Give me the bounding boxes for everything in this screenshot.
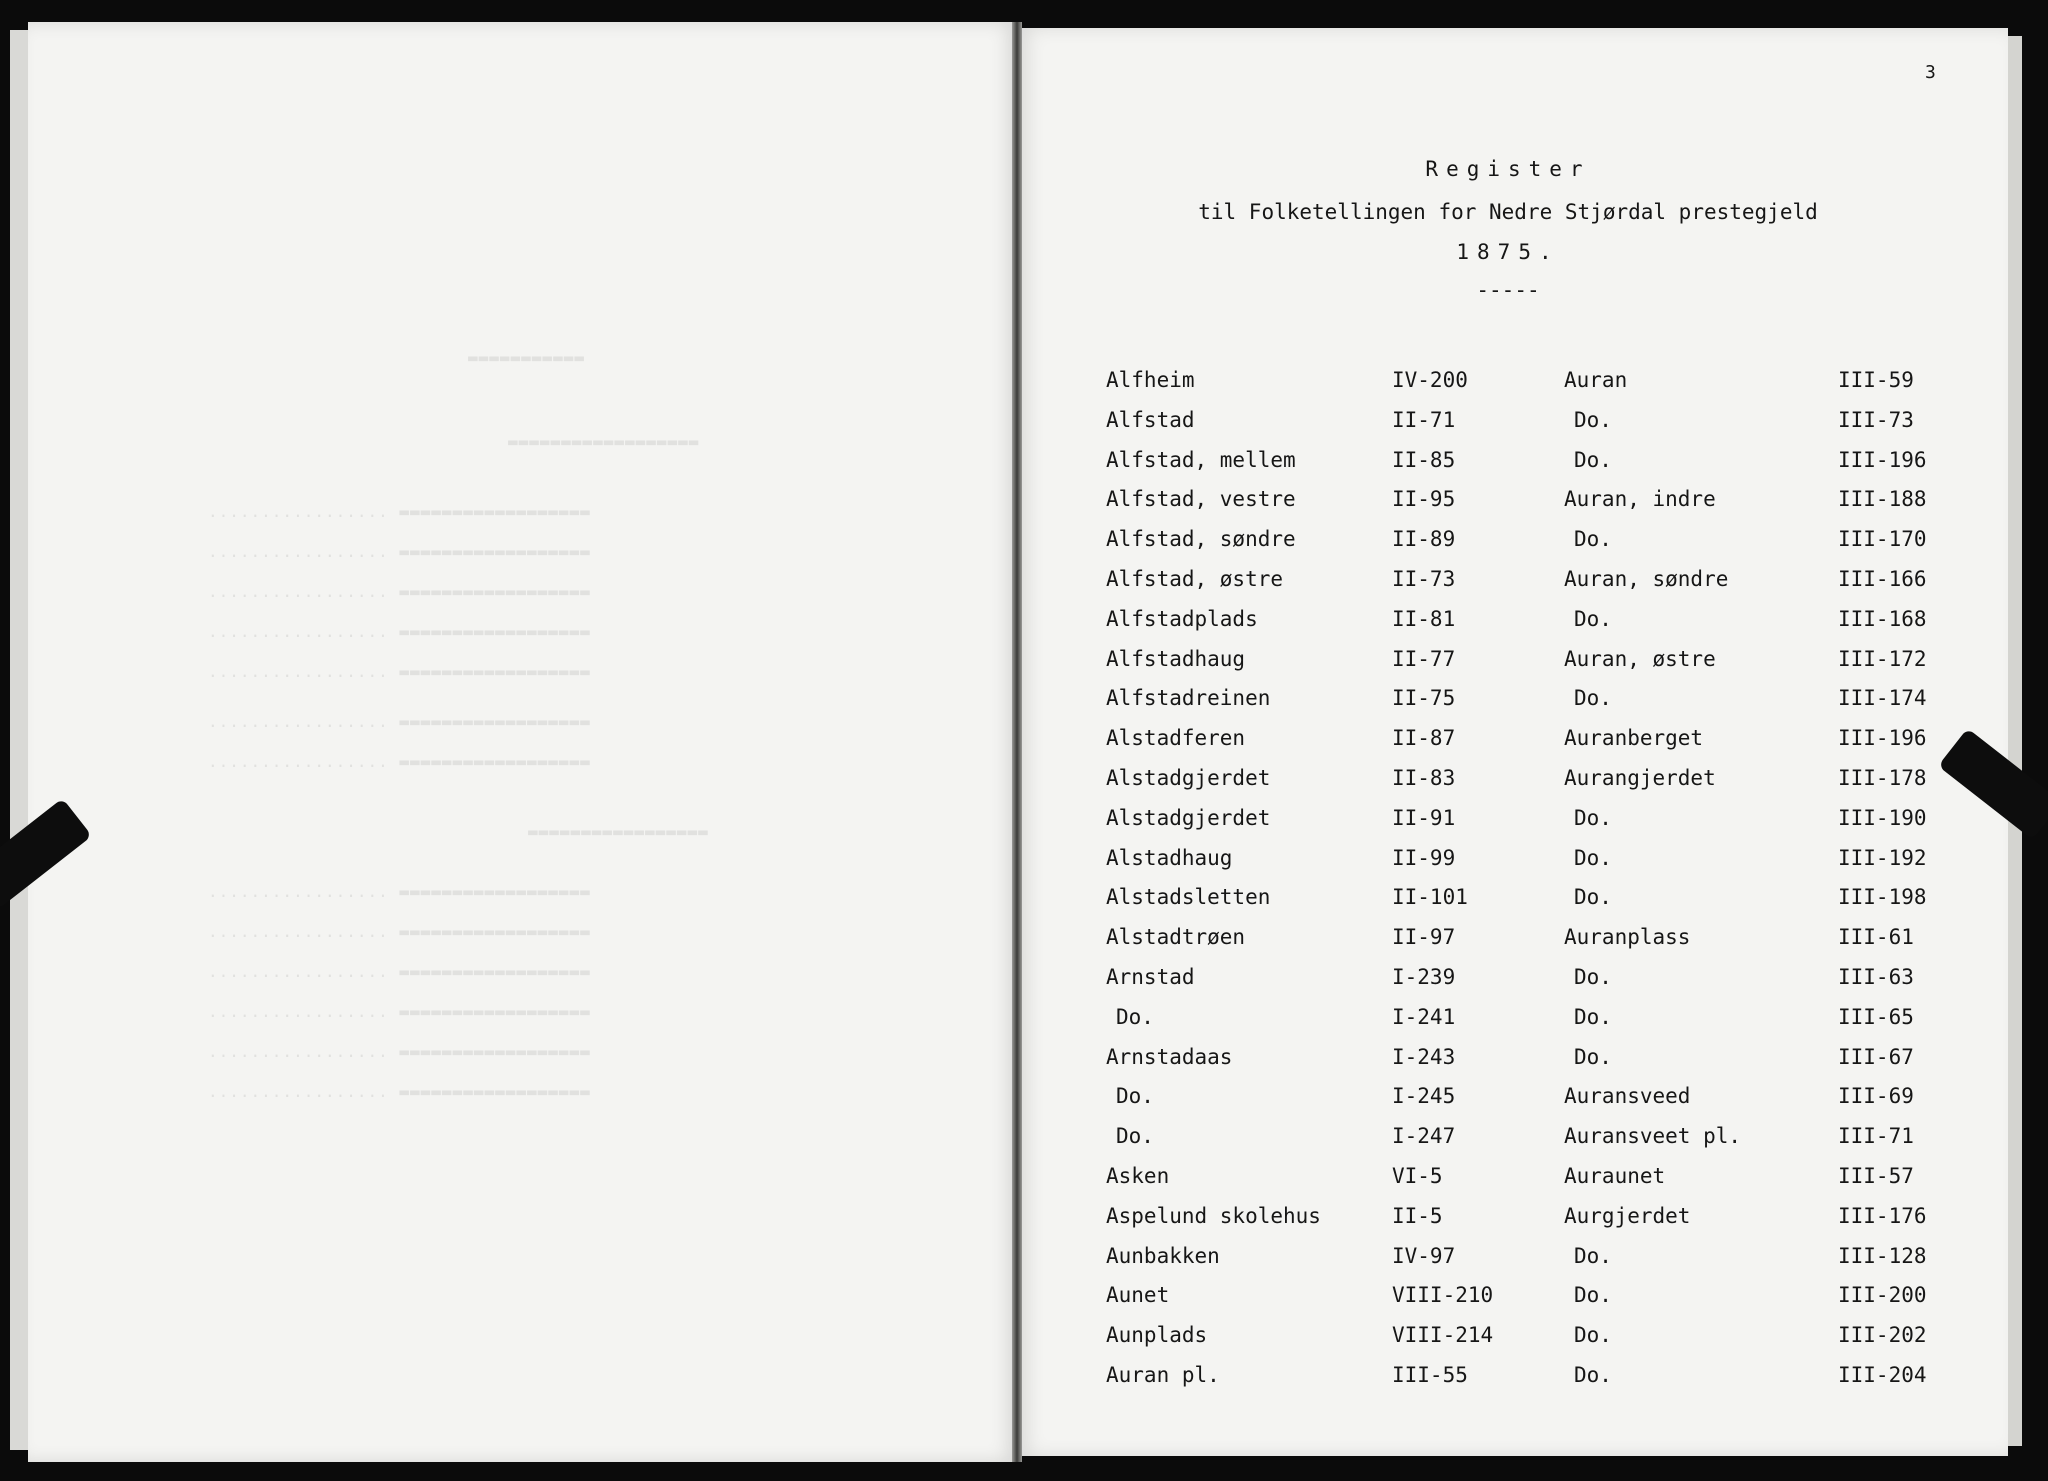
place-name: Alfstad, østre [1106, 566, 1284, 591]
bleed-through-text: ................. ▬▬▬▬▬▬▬▬▬▬▬▬▬▬▬▬▬▬ [208, 1082, 591, 1101]
index-entry [1564, 1156, 1964, 1196]
index-entry [1564, 917, 1964, 957]
index-entry [1106, 758, 1506, 798]
place-name: Alfstad, mellem [1106, 447, 1296, 472]
volume-page-reference: III-196 [1838, 726, 1927, 751]
place-name: Alfstad, søndre [1106, 527, 1296, 552]
bleed-through-text: ................. ▬▬▬▬▬▬▬▬▬▬▬▬▬▬▬▬▬▬ [208, 542, 591, 561]
index-entry [1564, 519, 1964, 559]
index-entry [1564, 479, 1964, 519]
index-entry [1106, 798, 1506, 838]
index-entry [1564, 1037, 1964, 1077]
place-name: Auran [1564, 368, 1628, 392]
place-name: Do. [1574, 805, 1612, 830]
volume-page-reference: III-170 [1838, 527, 1927, 552]
index-entry [1106, 599, 1506, 639]
volume-page-reference: III-67 [1838, 1044, 1914, 1069]
index-entry [1106, 1116, 1506, 1156]
index-entry [1106, 838, 1506, 878]
place-name: Auranplass [1564, 925, 1691, 950]
volume-page-reference: III-73 [1838, 407, 1914, 432]
volume-page-reference: IV-97 [1392, 1243, 1456, 1268]
volume-page-reference: II-73 [1392, 566, 1456, 591]
volume-page-reference: III-192 [1838, 845, 1927, 870]
index-entry [1106, 1355, 1506, 1395]
index-entry [1564, 1236, 1964, 1276]
index-column-2 [1564, 360, 1964, 1395]
place-name: Do. [1574, 1044, 1612, 1069]
place-name: Do. [1574, 1004, 1612, 1029]
index-entry [1106, 718, 1506, 758]
place-name: Alstadsletten [1106, 885, 1271, 910]
place-name: Aurangjerdet [1564, 765, 1716, 790]
volume-page-reference: III-174 [1838, 686, 1927, 711]
place-name: Auransveet pl. [1564, 1124, 1742, 1149]
index-entry [1106, 1156, 1506, 1196]
volume-page-reference: III-172 [1838, 646, 1927, 671]
volume-page-reference: III-61 [1838, 925, 1914, 950]
index-entry [1564, 877, 1964, 917]
place-name: Alfstadplads [1106, 606, 1258, 631]
place-name: Do. [1574, 527, 1612, 552]
index-entry [1564, 1116, 1964, 1156]
volume-page-reference: VIII-210 [1392, 1283, 1494, 1308]
book-gutter [1012, 22, 1022, 1462]
place-name: Do. [1574, 606, 1612, 631]
volume-page-reference: VI-5 [1392, 1163, 1443, 1188]
place-name: Auransveed [1564, 1084, 1691, 1109]
volume-page-reference: IV-200 [1392, 368, 1468, 392]
place-name: Auranberget [1564, 726, 1704, 751]
volume-page-reference: III-204 [1838, 1362, 1927, 1387]
volume-page-reference: III-128 [1838, 1243, 1927, 1268]
bleed-through-text: ▬▬▬▬▬▬▬▬▬▬▬▬▬▬▬▬▬ [528, 822, 709, 841]
bleed-through-text: ................. ▬▬▬▬▬▬▬▬▬▬▬▬▬▬▬▬▬▬ [208, 882, 591, 901]
page-number: 3 [1925, 62, 1936, 83]
place-name: Do. [1574, 1243, 1612, 1268]
volume-page-reference: II-91 [1392, 805, 1456, 830]
index-entry [1564, 639, 1964, 679]
index-entry [1564, 599, 1964, 639]
volume-page-reference: III-188 [1838, 487, 1927, 512]
volume-page-reference: III-69 [1838, 1084, 1914, 1109]
place-name: Auraunet [1564, 1163, 1666, 1188]
place-name: Auran, søndre [1564, 566, 1729, 591]
index-entry [1564, 1315, 1964, 1355]
volume-page-reference: III-55 [1392, 1362, 1468, 1387]
index-entry [1106, 1275, 1506, 1315]
left-page-blank [28, 22, 1018, 1462]
volume-page-reference: VIII-214 [1392, 1323, 1494, 1348]
place-name: Aunet [1106, 1283, 1170, 1308]
index-entry [1106, 479, 1506, 519]
volume-page-reference: III-71 [1838, 1124, 1914, 1149]
place-name: Alstadgjerdet [1106, 805, 1271, 830]
index-entry [1564, 957, 1964, 997]
index-entry [1106, 440, 1506, 480]
place-name: Auran pl. [1106, 1362, 1220, 1387]
volume-page-reference: III-65 [1838, 1004, 1914, 1029]
index-entry [1106, 917, 1506, 957]
volume-page-reference: III-202 [1838, 1323, 1927, 1348]
place-name: Alfstadreinen [1106, 686, 1271, 711]
register-year: 1875. [1456, 240, 1560, 264]
index-entry [1564, 1196, 1964, 1236]
volume-page-reference: III-178 [1838, 765, 1927, 790]
volume-page-reference: III-166 [1838, 566, 1927, 591]
volume-page-reference: II-77 [1392, 646, 1456, 671]
index-entry [1106, 360, 1506, 400]
volume-page-reference: II-95 [1392, 487, 1456, 512]
bleed-through-text: ................. ▬▬▬▬▬▬▬▬▬▬▬▬▬▬▬▬▬▬ [208, 922, 591, 941]
place-name: Aurgjerdet [1564, 1203, 1691, 1228]
place-name: Do. [1574, 845, 1612, 870]
volume-page-reference: III-198 [1838, 885, 1927, 910]
volume-page-reference: II-71 [1392, 407, 1456, 432]
volume-page-reference: I-239 [1392, 964, 1456, 989]
index-entry [1564, 440, 1964, 480]
volume-page-reference: III-200 [1838, 1283, 1927, 1308]
place-name: Do. [1574, 1362, 1612, 1387]
bleed-through-text: ................. ▬▬▬▬▬▬▬▬▬▬▬▬▬▬▬▬▬▬ [208, 752, 591, 771]
bleed-through-text: ................. ▬▬▬▬▬▬▬▬▬▬▬▬▬▬▬▬▬▬ [208, 1002, 591, 1021]
bleed-through-text: ................. ▬▬▬▬▬▬▬▬▬▬▬▬▬▬▬▬▬▬ [208, 502, 591, 521]
place-name: Arnstad [1106, 964, 1195, 989]
index-entry [1564, 997, 1964, 1037]
index-entry [1564, 1355, 1964, 1395]
volume-page-reference: II-97 [1392, 925, 1456, 950]
index-entry [1564, 1076, 1964, 1116]
index-entry [1564, 718, 1964, 758]
place-name: Do. [1116, 1004, 1154, 1029]
place-name: Do. [1574, 1323, 1612, 1348]
place-name: Do. [1116, 1084, 1154, 1109]
place-name: Auran, indre [1564, 487, 1716, 512]
index-entry [1564, 758, 1964, 798]
index-entry [1106, 678, 1506, 718]
bleed-through-text: ................. ▬▬▬▬▬▬▬▬▬▬▬▬▬▬▬▬▬▬ [208, 622, 591, 641]
bleed-through-text: ▬▬▬▬▬▬▬▬▬▬▬ [468, 348, 585, 367]
place-name: Aspelund skolehus [1106, 1203, 1321, 1228]
volume-page-reference: II-85 [1392, 447, 1456, 472]
volume-page-reference: II-75 [1392, 686, 1456, 711]
index-entry [1106, 400, 1506, 440]
volume-page-reference: I-243 [1392, 1044, 1456, 1069]
bleed-through-text: ................. ▬▬▬▬▬▬▬▬▬▬▬▬▬▬▬▬▬▬ [208, 582, 591, 601]
volume-page-reference: II-83 [1392, 765, 1456, 790]
volume-page-reference: III-176 [1838, 1203, 1927, 1228]
place-name: Alstadtrøen [1106, 925, 1246, 950]
place-name: Alstadferen [1106, 726, 1246, 751]
index-entry [1106, 639, 1506, 679]
index-entry [1564, 400, 1964, 440]
volume-page-reference: III-196 [1838, 447, 1927, 472]
heading-rule: ----- [1476, 278, 1540, 302]
left-page-edge [10, 30, 28, 1450]
place-name: Arnstadaas [1106, 1044, 1233, 1069]
index-entry [1106, 877, 1506, 917]
place-name: Do. [1574, 407, 1612, 432]
place-name: Auran, østre [1564, 646, 1716, 671]
bleed-through-text: ................. ▬▬▬▬▬▬▬▬▬▬▬▬▬▬▬▬▬▬ [208, 962, 591, 981]
place-name: Alstadgjerdet [1106, 765, 1271, 790]
index-entry [1564, 1275, 1964, 1315]
index-entry [1564, 360, 1964, 400]
index-entry [1106, 1315, 1506, 1355]
index-entry [1106, 1196, 1506, 1236]
volume-page-reference: III-59 [1838, 368, 1914, 392]
place-name: Do. [1574, 964, 1612, 989]
place-name: Alfheim [1106, 368, 1195, 392]
volume-page-reference: III-190 [1838, 805, 1927, 830]
register-subtitle: til Folketellingen for Nedre Stjørdal prestegjeld [1198, 200, 1818, 224]
register-heading: Register [1425, 157, 1591, 181]
volume-page-reference: II-99 [1392, 845, 1456, 870]
place-name: Alstadhaug [1106, 845, 1233, 870]
index-entry [1564, 838, 1964, 878]
place-name: Do. [1574, 885, 1612, 910]
index-entry [1106, 1037, 1506, 1077]
bleed-through-text: ▬▬▬▬▬▬▬▬▬▬▬▬▬▬▬▬▬▬ [508, 432, 700, 451]
place-name: Do. [1574, 447, 1612, 472]
index-entry [1564, 798, 1964, 838]
volume-page-reference: II-5 [1392, 1203, 1443, 1228]
volume-page-reference: I-247 [1392, 1124, 1456, 1149]
place-name: Asken [1106, 1163, 1170, 1188]
bleed-through-text: ................. ▬▬▬▬▬▬▬▬▬▬▬▬▬▬▬▬▬▬ [208, 712, 591, 731]
place-name: Do. [1116, 1124, 1154, 1149]
volume-page-reference: II-101 [1392, 885, 1468, 910]
index-entry [1106, 519, 1506, 559]
place-name: Alfstad [1106, 407, 1195, 432]
bleed-through-text: ................. ▬▬▬▬▬▬▬▬▬▬▬▬▬▬▬▬▬▬ [208, 1042, 591, 1061]
index-column-1 [1106, 360, 1506, 1395]
volume-page-reference: I-245 [1392, 1084, 1456, 1109]
place-name: Do. [1574, 686, 1612, 711]
place-name: Alfstadhaug [1106, 646, 1246, 671]
volume-page-reference: II-81 [1392, 606, 1456, 631]
volume-page-reference: III-168 [1838, 606, 1927, 631]
place-name: Alfstad, vestre [1106, 487, 1296, 512]
index-entry [1564, 678, 1964, 718]
index-entry [1106, 559, 1506, 599]
place-name: Do. [1574, 1283, 1612, 1308]
place-name: Aunplads [1106, 1323, 1208, 1348]
place-name: Aunbakken [1106, 1243, 1220, 1268]
volume-page-reference: II-87 [1392, 726, 1456, 751]
index-entry [1106, 997, 1506, 1037]
right-page-edge [2008, 36, 2022, 1446]
volume-page-reference: I-241 [1392, 1004, 1456, 1029]
index-entry [1106, 957, 1506, 997]
index-entry [1106, 1076, 1506, 1116]
index-entry [1106, 1236, 1506, 1276]
index-entry [1564, 559, 1964, 599]
bleed-through-text: ................. ▬▬▬▬▬▬▬▬▬▬▬▬▬▬▬▬▬▬ [208, 662, 591, 681]
volume-page-reference: III-63 [1838, 964, 1914, 989]
volume-page-reference: II-89 [1392, 527, 1456, 552]
volume-page-reference: III-57 [1838, 1163, 1914, 1188]
